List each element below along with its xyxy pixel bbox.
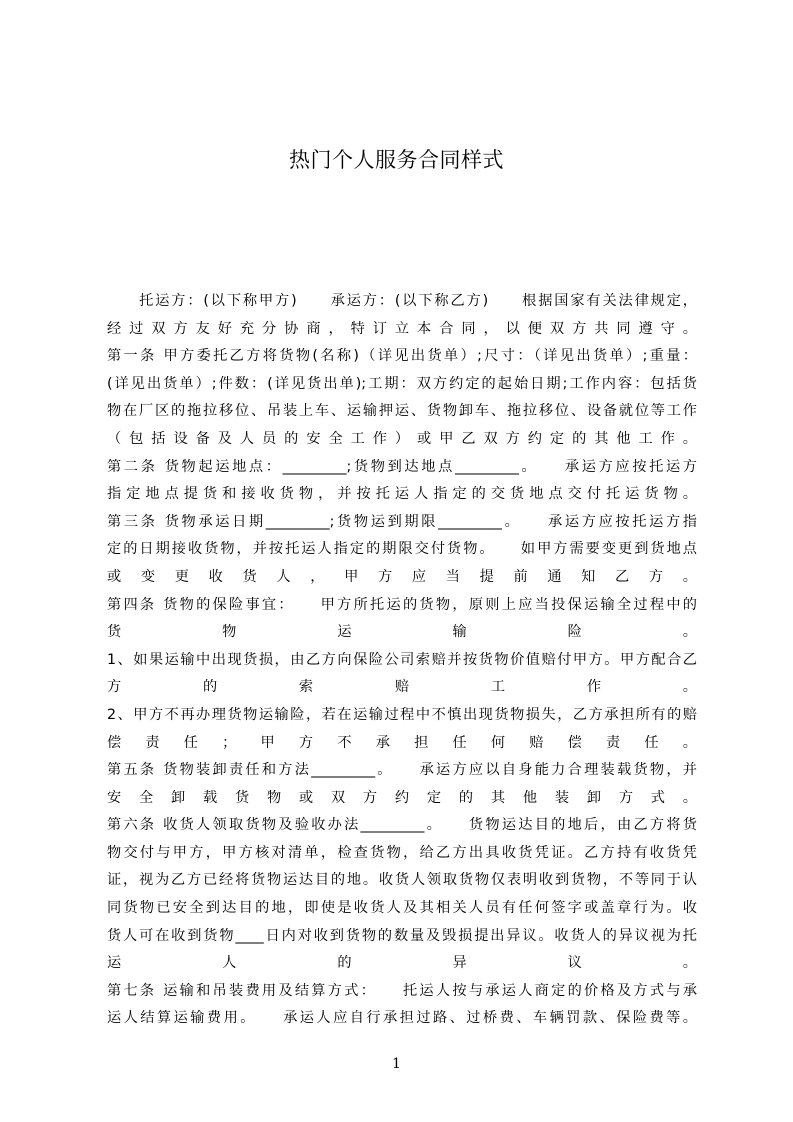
body-line: 证，视为乙方已经将货物运达目的地。收货人领取货物仅表明收到货物，不等同于认 [107,872,697,889]
body-line: 第二条 货物起运地点：_________;货物到达地点_________。 承运方应按托运方 [107,458,697,475]
body-line: 偿责任；甲方不承担任何赔偿责任。 [107,734,697,751]
body-line: 运人的异议。 [107,955,697,972]
body-line: (详见出货单）;件数：(详见货出单);工期：双方约定的起始日期;工作内容：包括货 [107,375,697,392]
body-line: 第三条 货物承运日期_________;货物运到期限_________。 承运方应按托运方指 [107,513,697,530]
body-line: 第一条 甲方委托乙方将货物(名称)（详见出货单）;尺寸：（详见出货单）;重量： [107,348,697,365]
body-line: （包括设备及人员的安全工作）或甲乙双方约定的其他工作。 [107,430,697,447]
body-line: 物交付与甲方，甲方核对清单，检查货物，给乙方出具收货凭证。乙方持有收货凭 [107,844,697,861]
body-line: 运人结算运输费用。 承运人应自行承担过路、过桥费、车辆罚款、保险费等。 [107,1010,697,1027]
body-line: 第六条 收货人领取货物及验收办法_________。 货物运达目的地后，由乙方将货 [107,817,697,834]
body-line: 第五条 货物装卸责任和方法_________。 承运方应以自身能力合理装载货物，并 [107,762,697,779]
body-line: 定的日期接收货物，并按托运人指定的期限交付货物。 如甲方需要变更到货地点 [107,541,697,558]
body-line: 指定地点提货和接收货物，并按托运人指定的交货地点交付托运货物。 [107,486,697,503]
body-line: 货物运输险。 [107,624,697,641]
body-line: 同货物已安全到达目的地，即使是收货人及其相关人员有任何签字或盖章行为。收 [107,900,697,917]
body-line: 货人可在收到货物____日内对收到货物的数量及毁损提出异议。收货人的异议视为托 [107,927,697,944]
body-line: 经过双方友好充分协商，特订立本合同，以便双方共同遵守。 [107,320,697,337]
body-line: 方的索赔工作。 [107,679,697,696]
document-title: 热门个人服务合同样式 [289,148,504,172]
body-line: 第四条 货物的保险事宜： 甲方所托运的货物，原则上应当投保运输全过程中的 [107,596,697,613]
body-line: 1、如果运输中出现货损，由乙方向保险公司索赔并按货物价值赔付甲方。甲方配合乙 [107,651,697,668]
body-line: 第七条 运输和吊装费用及结算方式： 托运人按与承运人商定的价格及方式与承 [107,982,697,999]
page-number: 1 [392,1056,401,1072]
document-body [107,288,697,1033]
body-line: 安全卸载货物或双方约定的其他装卸方式。 [107,789,697,806]
body-line: 物在厂区的拖拉移位、吊装上车、运输押运、货物卸车、拖拉移位、设备就位等工作 [107,403,697,420]
body-line: 或变更收货人，甲方应当提前通知乙方。 [107,568,697,585]
body-line: 2、甲方不再办理货物运输险，若在运输过程中不慎出现货物损失，乙方承担所有的赔 [107,706,697,723]
body-line: 托运方：(以下称甲方) 承运方：(以下称乙方) 根据国家有关法律规定， [107,293,697,309]
